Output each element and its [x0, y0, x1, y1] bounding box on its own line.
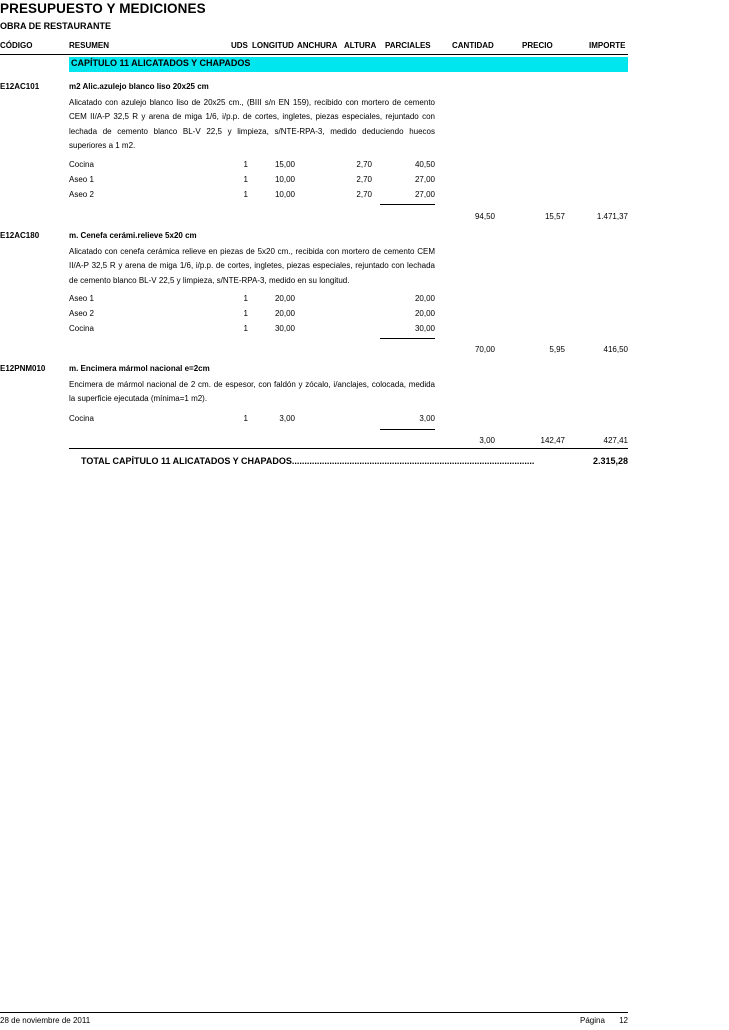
chapter-total-value: 2.315,28 — [592, 456, 628, 466]
line-name: Cocina — [69, 324, 94, 333]
item-precio: 15,57 — [544, 212, 565, 221]
subtotal-rule — [380, 204, 435, 205]
col-header-altura: ALTURA — [344, 41, 377, 50]
item-precio: 142,47 — [540, 436, 565, 445]
item-title: m. Cenefa cerámi.relieve 5x20 cm — [69, 231, 197, 240]
item-precio: 5,95 — [549, 345, 565, 354]
col-header-uds: UDS — [231, 41, 248, 50]
line-longitud: 10,00 — [274, 190, 295, 199]
subtotal-rule — [380, 429, 435, 430]
item-description: Alicatado con cenefa cerámica relieve en piezas de 5x20 cm., recibida con mortero de cemento CEM II/A-P 32,5 R y arena de miga 1/6, i/p.p. de cortes, ingletes, piezas especiales, rejuntado con lechada de cemento blanco BL-V 22,5 y limpieza, s/NTE-RPA-3, medido en su longitud. — [69, 247, 435, 285]
line-longitud: 3,00 — [279, 414, 295, 423]
footer-date: 28 de noviembre de 2011 — [0, 1016, 91, 1025]
col-header-codigo: CÓDIGO — [0, 41, 33, 50]
col-header-longitud: LONGITUD — [252, 41, 294, 50]
line-uds: 1 — [243, 190, 248, 199]
line-parciales: 40,50 — [414, 160, 435, 169]
line-uds: 1 — [243, 160, 248, 169]
line-longitud: 20,00 — [274, 309, 295, 318]
item-code: E12AC180 — [0, 231, 40, 240]
line-longitud: 30,00 — [274, 324, 295, 333]
col-header-precio: PRECIO — [522, 41, 553, 50]
line-name: Aseo 2 — [69, 309, 94, 318]
line-longitud: 10,00 — [274, 175, 295, 184]
line-parciales: 3,00 — [419, 414, 435, 423]
item-code: E12PNM010 — [0, 364, 46, 373]
item-cantidad: 70,00 — [474, 345, 495, 354]
line-altura: 2,70 — [356, 175, 372, 184]
project-name: OBRA DE RESTAURANTE — [0, 21, 112, 31]
col-header-importe: IMPORTE — [589, 41, 626, 50]
header-divider — [0, 54, 628, 55]
item-importe: 416,50 — [603, 345, 628, 354]
line-uds: 1 — [243, 294, 248, 303]
item-cantidad: 94,50 — [474, 212, 495, 221]
chapter-total-label: TOTAL CAPÍTULO 11 ALICATADOS Y CHAPADOS................................................................................................. — [81, 456, 535, 466]
item-cantidad: 3,00 — [479, 436, 495, 445]
chapter-banner — [69, 57, 628, 72]
line-parciales: 27,00 — [414, 190, 435, 199]
line-parciales: 30,00 — [414, 324, 435, 333]
line-name: Cocina — [69, 414, 94, 423]
line-uds: 1 — [243, 175, 248, 184]
line-parciales: 20,00 — [414, 294, 435, 303]
item-importe: 427,41 — [603, 436, 628, 445]
chapter-total-rule — [69, 448, 628, 449]
chapter-title: CAPÍTULO 11 ALICATADOS Y CHAPADOS — [71, 58, 251, 68]
item-title: m2 Alic.azulejo blanco liso 20x25 cm — [69, 82, 209, 91]
line-parciales: 20,00 — [414, 309, 435, 318]
line-uds: 1 — [243, 309, 248, 318]
line-name: Aseo 2 — [69, 190, 94, 199]
line-altura: 2,70 — [356, 190, 372, 199]
col-header-cantidad: CANTIDAD — [452, 41, 494, 50]
line-uds: 1 — [243, 414, 248, 423]
line-parciales: 27,00 — [414, 175, 435, 184]
line-longitud: 15,00 — [274, 160, 295, 169]
col-header-anchura: ANCHURA — [297, 41, 338, 50]
line-name: Aseo 1 — [69, 175, 94, 184]
item-code: E12AC101 — [0, 82, 40, 91]
line-uds: 1 — [243, 324, 248, 333]
line-name: Cocina — [69, 160, 94, 169]
item-title: m. Encimera mármol nacional e=2cm — [69, 364, 210, 373]
line-altura: 2,70 — [356, 160, 372, 169]
subtotal-rule — [380, 338, 435, 339]
line-name: Aseo 1 — [69, 294, 94, 303]
item-description: Alicatado con azulejo blanco liso de 20x25 cm., (BIII s/n EN 159), recibido con mortero de cemento CEM II/A-P 32,5 R y arena de miga 1/6, i/p.p. de cortes, ingletes, piezas especiales, rejuntado con lechada de cemento blanco BL-V 22,5 y limpieza, s/NTE-RPA-3, medido deduciendo huecos superiores a 1 m2. — [69, 98, 435, 151]
page-title: PRESUPUESTO Y MEDICIONES — [0, 1, 206, 16]
item-importe: 1.471,37 — [596, 212, 628, 221]
col-header-resumen: RESUMEN — [69, 41, 110, 50]
footer-divider — [0, 1012, 628, 1013]
col-header-parciales: PARCIALES — [385, 41, 431, 50]
footer-page-number: 12 — [619, 1016, 628, 1025]
item-description: Encimera de mármol nacional de 2 cm. de espesor, con faldón y zócalo, i/anclajes, colocada, medida la superficie ejecutada (mínima=1 m2). — [69, 380, 435, 404]
footer-page-label: Página — [580, 1016, 605, 1025]
line-longitud: 20,00 — [274, 294, 295, 303]
